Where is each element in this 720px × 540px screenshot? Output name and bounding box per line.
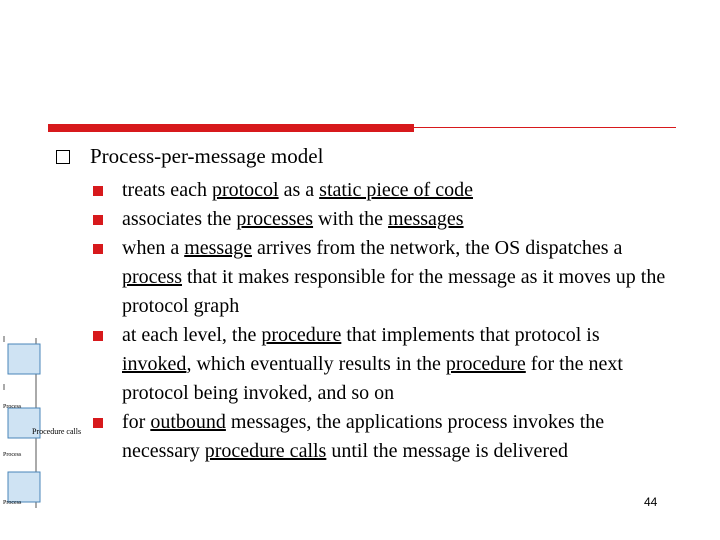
underlined-term: protocol	[211, 179, 279, 201]
text-run: , which eventually results in the	[186, 353, 446, 375]
text-run: for the next protocol being invoked, and so on	[122, 353, 623, 404]
diagram-label-process-mid: Process	[3, 452, 22, 458]
underlined-term: invoked	[122, 353, 187, 375]
red-square-bullet-icon	[93, 331, 103, 341]
underlined-term: messages	[388, 208, 464, 230]
text-run: that it makes responsible for the message as it moves up the protocol graph	[122, 266, 666, 317]
sub-bullet-item	[93, 408, 673, 466]
sub-bullet-item	[93, 234, 673, 321]
title-rule-thick	[48, 124, 414, 132]
diagram-label-procedure-calls: Procedure calls	[32, 427, 82, 436]
text-run: that implements that protocol is	[341, 324, 600, 346]
sub-bullet-list	[93, 176, 673, 466]
sub-bullet-item	[93, 205, 673, 234]
text-run: when a	[122, 237, 185, 259]
hollow-square-bullet-icon	[56, 150, 70, 164]
protocol-stack-diagram	[0, 330, 92, 510]
diagram-label-process-bottom: Process	[3, 500, 22, 506]
text-run: messages, the applications process invokes the necessary	[122, 411, 605, 462]
diagram-box-3	[8, 472, 40, 502]
red-square-bullet-icon	[93, 244, 103, 254]
underlined-term: message	[184, 237, 252, 259]
text-run: associates the	[122, 208, 237, 230]
underlined-term: processes	[236, 208, 314, 230]
page-number: 44	[644, 495, 658, 509]
sub-bullet-text	[122, 176, 673, 205]
sub-bullet-item	[93, 321, 673, 408]
underlined-term: procedure	[261, 324, 342, 346]
underlined-term: procedure calls	[204, 440, 327, 462]
underlined-term: outbound	[150, 411, 226, 433]
diagram-label-process-top: Process	[3, 404, 22, 410]
text-run: with the	[313, 208, 389, 230]
text-run: until the message is delivered	[326, 440, 568, 462]
text-run: treats each	[122, 179, 212, 201]
sub-bullet-text	[122, 408, 673, 466]
red-square-bullet-icon	[93, 418, 103, 428]
main-bullet-text: Process-per-message model	[90, 144, 324, 168]
text-run: for	[122, 411, 151, 433]
sub-bullet-text	[122, 205, 673, 234]
sub-bullet-text	[122, 234, 673, 321]
diagram-box-1	[8, 344, 40, 374]
underlined-term: procedure	[445, 353, 526, 375]
sub-bullet-text	[122, 321, 673, 408]
text-run: at each level, the	[122, 324, 262, 346]
underlined-term: process	[122, 266, 182, 288]
text-run: arrives from the network, the OS dispatches a	[251, 237, 623, 259]
red-square-bullet-icon	[93, 215, 103, 225]
text-run: as a	[278, 179, 320, 201]
underlined-term: static piece of code	[319, 179, 473, 201]
title-rule-thin	[414, 127, 676, 128]
sub-bullet-item	[93, 176, 673, 205]
red-square-bullet-icon	[93, 186, 103, 196]
main-bullet	[56, 144, 696, 169]
